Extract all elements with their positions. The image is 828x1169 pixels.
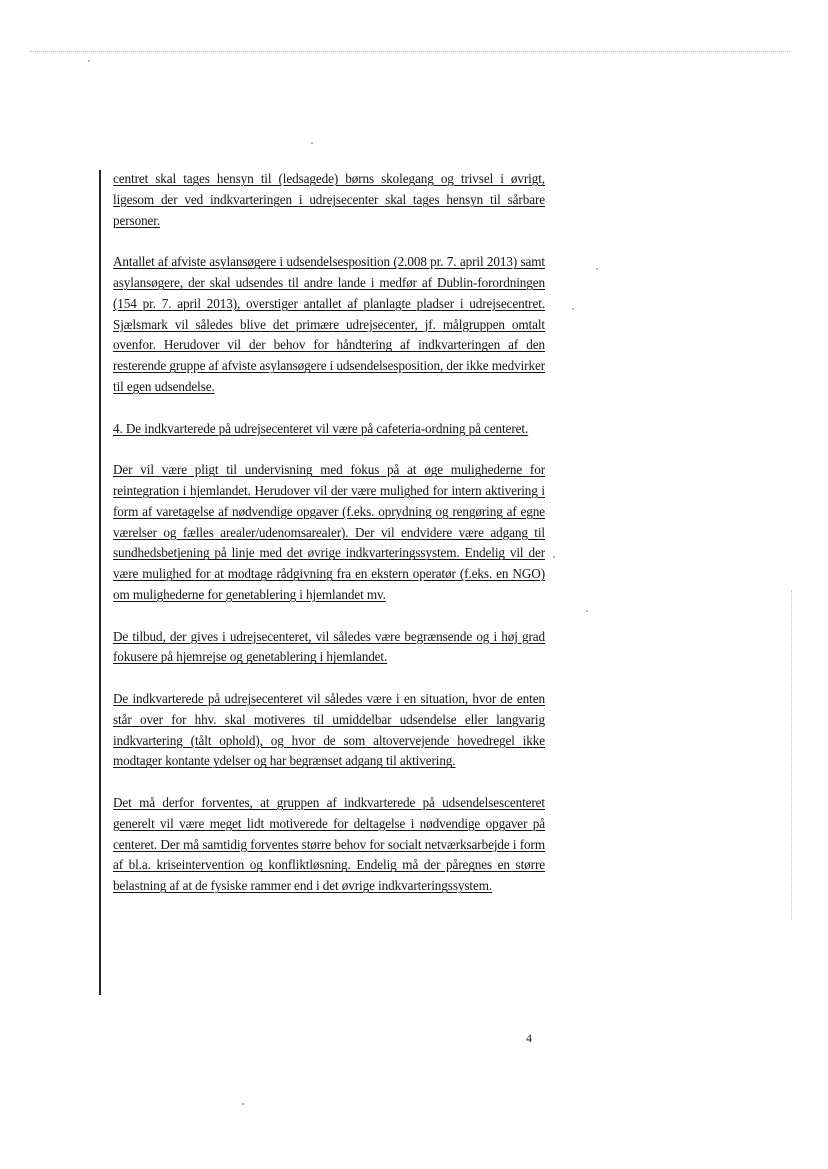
paragraph: Antallet af afviste asylansøgere i udsendelsesposition (2.008 pr. 7. april 2013) samt asylansøgere, der skal udsendes til andre lande i medfør af Dublin-forordningen (154 pr. 7. april 2013), overstiger antallet af planlagte pladser i udrejsecentret. Sjælsmark vil således blive det primære udrejsecenter, jf. målgruppen omtalt ovenfor. Herudover vil der behov for håndtering af indkvarteringen af den resterende gruppe af afviste asylansøgere i udsendelsesposition, der ikke medvirker til egen udsendelse. <box>113 254 545 394</box>
change-bar <box>99 170 101 995</box>
scan-artifact-right <box>791 590 792 920</box>
paragraph: De indkvarterede på udrejsecenteret vil således være i en situation, hvor de enten står over for hhv. skal motiveres til umiddelbar udsendelse eller langvarig indkvartering (tålt ophold), og hvor de som altovervejende hovedregel ikke modtager kontante ydelser og har begrænset adgang til aktivering. <box>113 690 545 769</box>
page-number: 4 <box>526 1031 532 1045</box>
document-body <box>113 169 545 918</box>
paragraph: Det må derfor forventes, at gruppen af indkvarterede på udsendelsescenteret generelt vil være meget lidt motiverede for deltagelse i nødvendige opgaver på centeret. Der må samtidig forventes større behov for socialt netværksarbejde i form af bl.a. kriseintervention og konfliktløsning. Endelig må der påregnes en større belastning af at de fysiske rammer end i det øvrige indkvarteringssystem. <box>113 794 545 894</box>
paragraph: De tilbud, der gives i udrejsecenteret, vil således være begrænsende og i høj grad fokusere på hjemrejse og genetablering i hjemlandet. <box>113 628 545 665</box>
scan-speck <box>311 142 313 144</box>
scan-speck <box>88 60 90 62</box>
scan-speck <box>586 610 588 612</box>
section-heading: 4. De indkvarterede på udrejsecenteret vil være på cafeteria-ordning på centeret. <box>113 420 529 436</box>
scan-speck <box>572 308 574 310</box>
scan-speck <box>553 556 555 558</box>
scan-speck <box>596 268 598 270</box>
scan-artifact-top <box>30 51 790 52</box>
paragraph: centret skal tages hensyn til (ledsagede) børns skolegang og trivsel i øvrigt, ligesom der ved indkvarteringen i udrejsecenter skal tages hensyn til sårbare personer. <box>113 171 545 228</box>
scan-speck <box>242 1103 244 1105</box>
paragraph: Der vil være pligt til undervisning med fokus på at øge mulighederne for reintegration i hjemlandet. Herudover vil der være mulighed for intern aktivering i form af varetagelse af nødvendige opgaver (f.eks. oprydning og rengøring af egne værelser og fælles arealer/udenomsarealer). Der vil endvidere være adgang til sundhedsbetjening på linje med det øvrige indkvarteringssystem. Endelig vil der være mulighed for at modtage rådgivning fra en ekstern operatør (f.eks. en NGO) om mulighederne for genetablering i hjemlandet mv. <box>113 462 545 602</box>
